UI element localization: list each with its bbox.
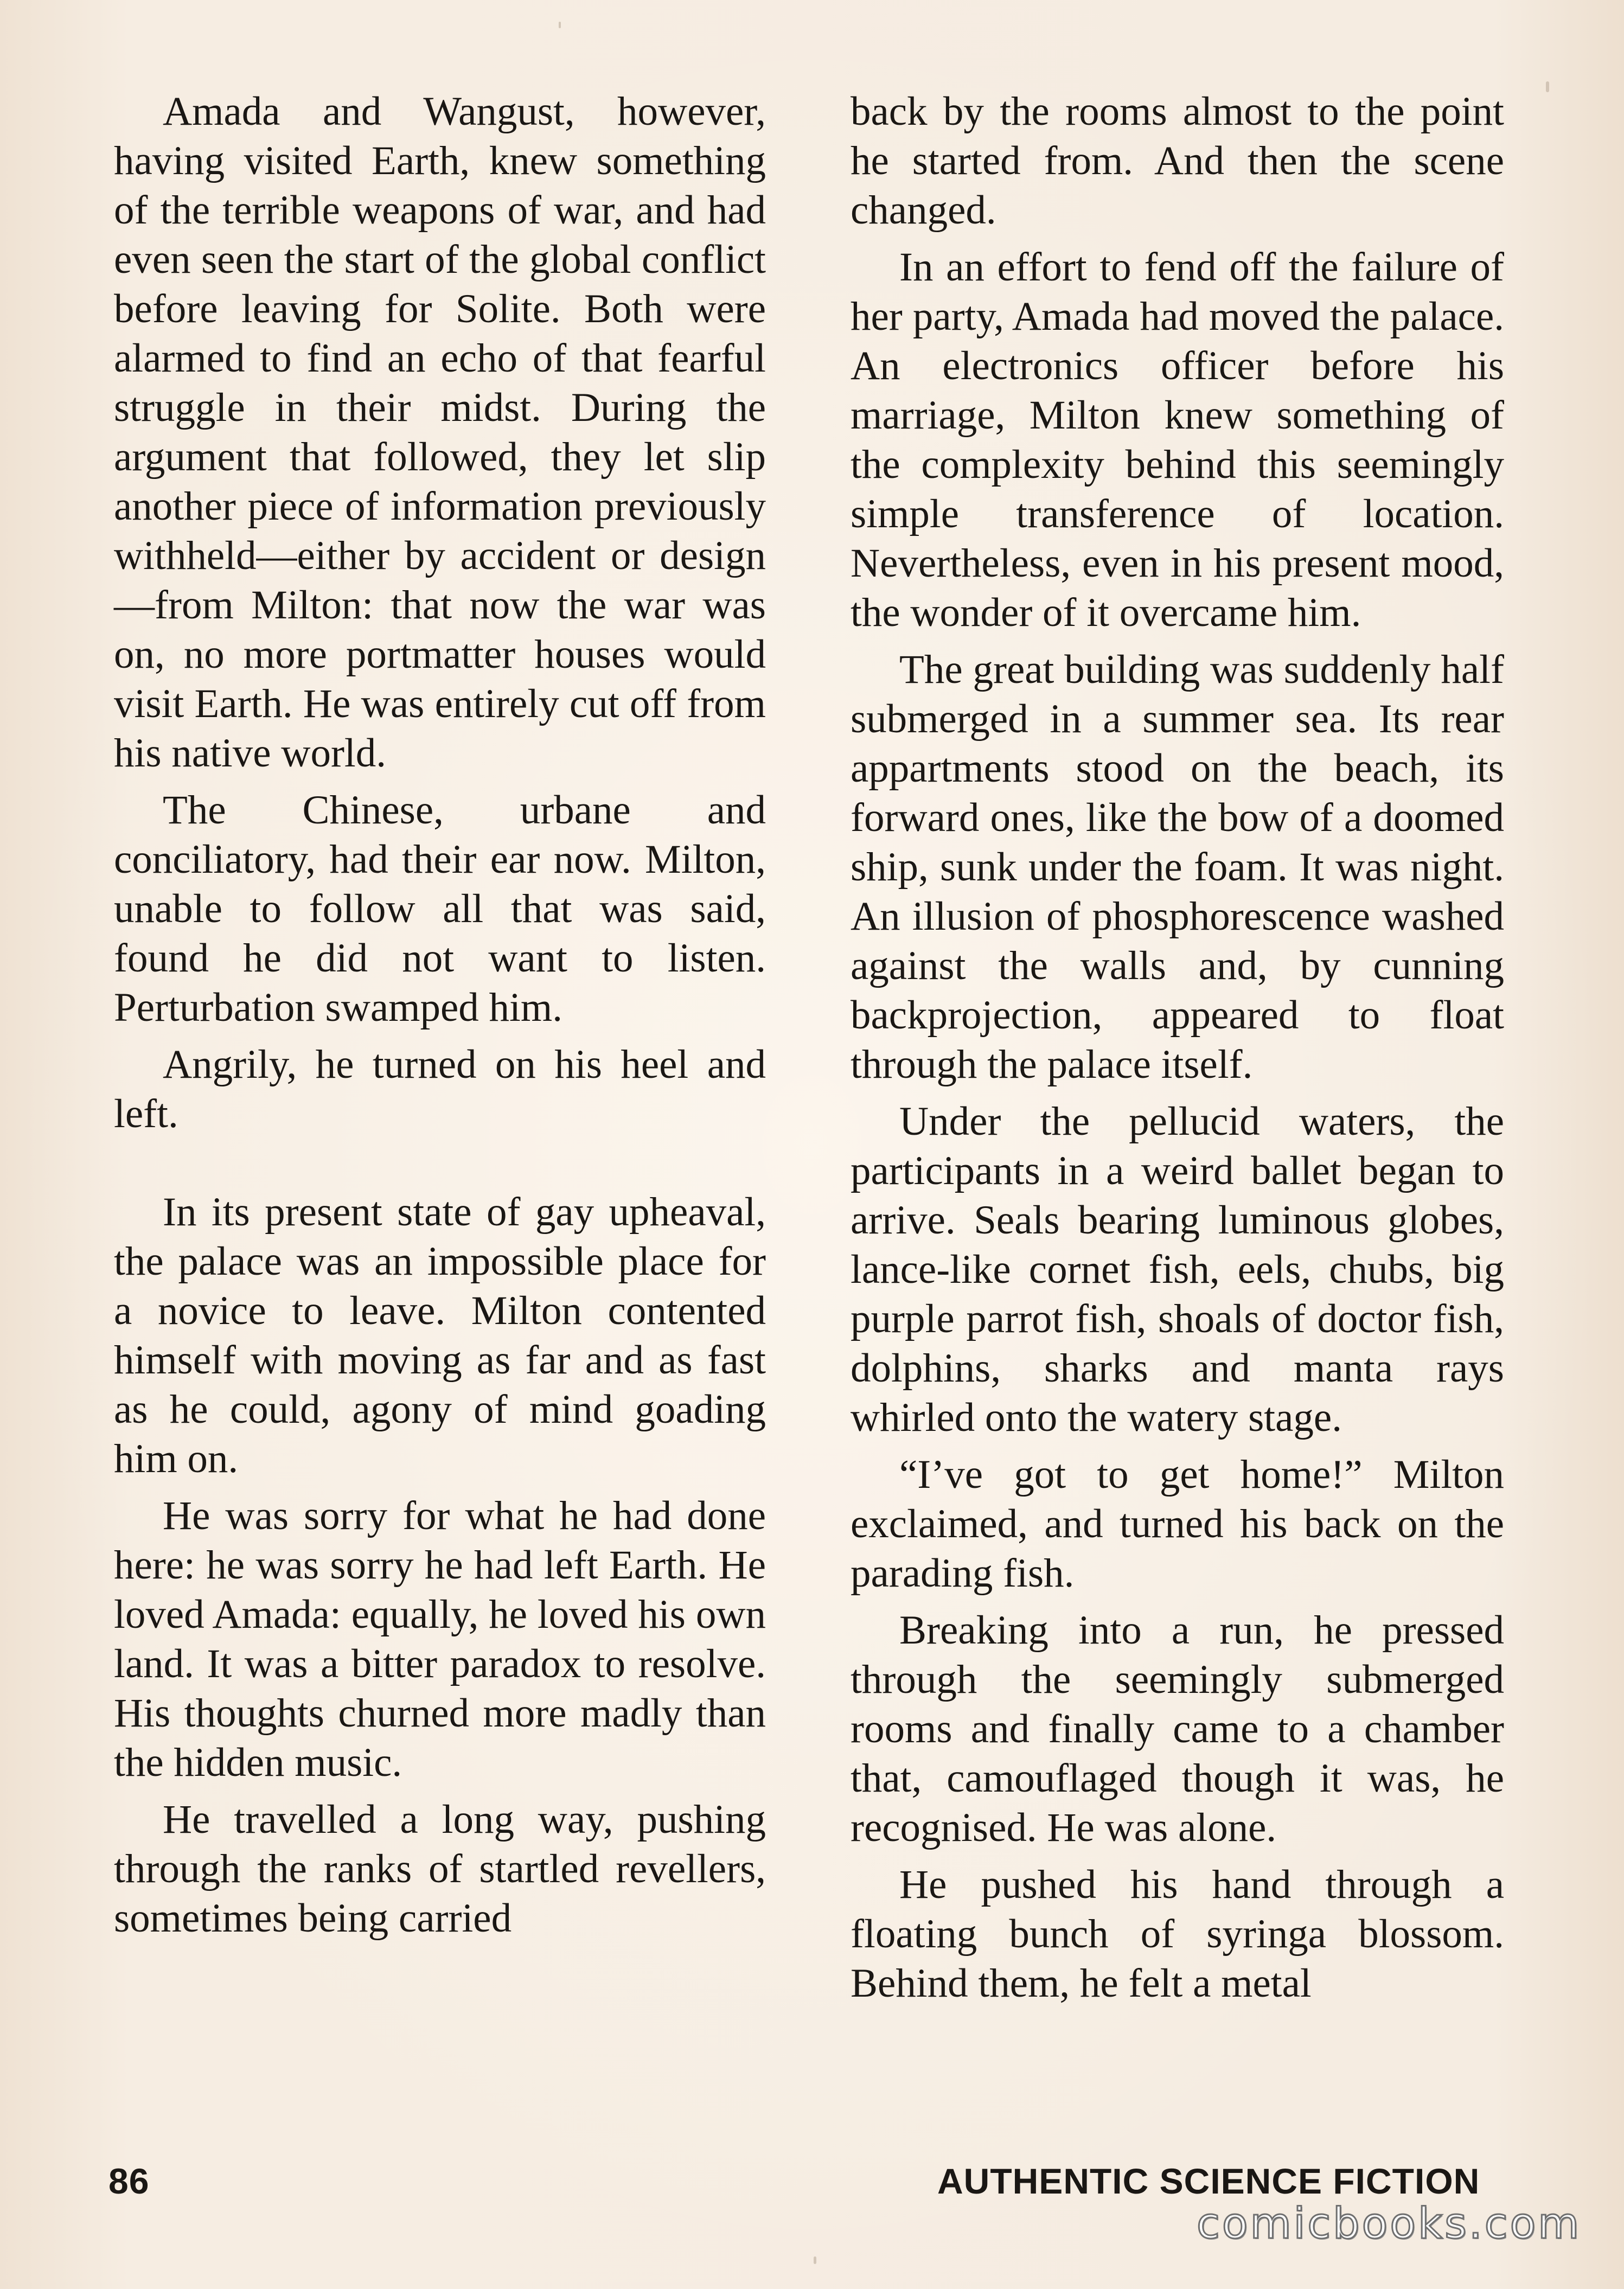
paper-scuff-mark: [814, 2256, 816, 2264]
paragraph: Under the pellucid waters, the participants in a weird ballet began to arrive. Seals bearing luminous globes, lance-like cornet fish, eels, chubs, big purple parrot fish, shoals of doctor fish, dolphins, sharks and manta rays whirled onto the watery stage.: [851, 1099, 1504, 1440]
paragraph: Breaking into a run, he pressed through the seemingly submerged rooms and finally came to a chamber that, camouflaged though it was, he recognised. He was alone.: [851, 1608, 1504, 1850]
running-footer-title: AUTHENTIC SCIENCE FICTION: [937, 2161, 1480, 2201]
paper-scuff-mark: [1546, 81, 1549, 92]
right-text-column: [851, 87, 1504, 2016]
paragraph: He was sorry for what he had done here: he was sorry he had left Earth. He loved Amada: equally, he loved his own land. It was a bitter paradox to resolve. His thoughts churned more madly than the hidden music.: [114, 1493, 766, 1785]
left-text-column: [114, 87, 766, 1951]
paragraph: He travelled a long way, pushing through the ranks of startled revellers, sometimes being carried: [114, 1797, 766, 1941]
paragraph: “I’ve got to get home!” Milton exclaimed, and turned his back on the parading fish.: [851, 1452, 1504, 1596]
paragraph: He pushed his hand through a floating bunch of syringa blossom. Behind them, he felt a metal: [851, 1862, 1504, 2006]
paragraph: The Chinese, urbane and conciliatory, had their ear now. Milton, unable to follow all that was said, found he did not want to listen. Perturbation swamped him.: [114, 788, 766, 1030]
page-number: 86: [108, 2161, 150, 2201]
paragraph: Amada and Wangust, however, having visited Earth, knew something of the terrible weapons of war, and had even seen the start of the global conflict before leaving for Solite. Both were alarmed to find an echo of that fearful struggle in their midst. During the argument that followed, they let slip another piece of information previously withheld—either by accident or design—from Milton: that now the war was on, no more portmatter houses would visit Earth. He was entirely cut off from his native world.: [114, 89, 766, 776]
paragraph: The great building was suddenly half submerged in a summer sea. Its rear appartments stood on the beach, its forward ones, like the bow of a doomed ship, sunk under the foam. It was night. An illusion of phosphorescence washed against the walls and, by cunning backprojection, appeared to float through the palace itself.: [851, 647, 1504, 1087]
paragraph: back by the rooms almost to the point he started from. And then the scene changed.: [851, 89, 1504, 233]
paragraph: Angrily, he turned on his heel and left.: [114, 1042, 766, 1136]
site-watermark: comicbooks.com: [1197, 2200, 1582, 2248]
paper-scuff-mark: [559, 22, 561, 28]
paragraph: In its present state of gay upheaval, the palace was an impossible place for a novice to leave. Milton contented himself with moving as far and as fast as he could, agony of mind goading him on.: [114, 1190, 766, 1481]
paragraph: In an effort to fend off the failure of her party, Amada had moved the palace. An electronics officer before his marriage, Milton knew something of the complexity behind this seemingly simple transference of location. Nevertheless, even in his present mood, the wonder of it overcame him.: [851, 245, 1504, 635]
